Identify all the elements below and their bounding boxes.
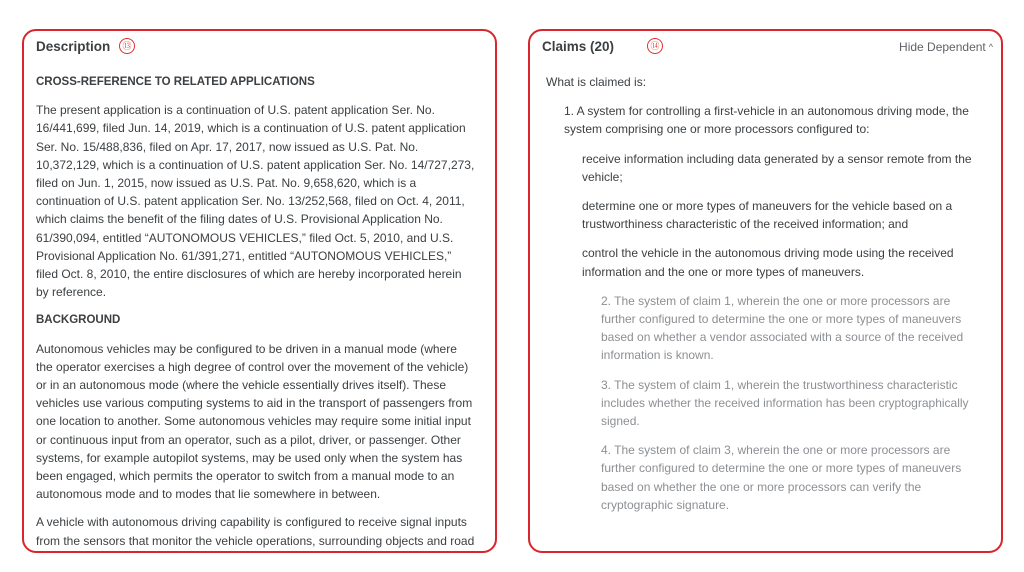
claim-4: 4. The system of claim 3, wherein the one or more processors are further configured to determine the one or more types of maneuvers based on whether the one or more processors can verify the cryptographic signature. (601, 443, 962, 512)
background-paragraph-1: Autonomous vehicles may be configured to be driven in a manual mode (where the operator exercises a high degree of control over the movement of the vehicle) or in an autonomous mode (where the vehicle essentially drives itself). These vehicles use various computing systems to aid in the transport of passengers from one location to another. Some autonomous vehicles may require some initial input or continuous input from an operator, such as a pilot, driver, or passenger. Other systems, for example autopilot systems, may be used only when the system has been engaged, which permits the operator to switch from a manual mode to an autonomous mode and to modes that lie somewhere in between. (36, 341, 473, 502)
claims-title: Claims (20) (542, 39, 615, 54)
hide-dependent-button[interactable] (899, 40, 993, 54)
chevron-up-icon: ^ (988, 42, 993, 52)
description-header (24, 38, 495, 58)
claim-1-element-2: determine one or more types of maneuvers for the vehicle based on a trustworthiness characteristic of the received information; and (582, 199, 953, 232)
description-body (36, 73, 475, 553)
cross-reference-paragraph: The present application is a continuation of U.S. patent application Ser. No. 16/441,699, filed Jun. 14, 2019, which is a continuation of U.S. patent application Ser. No. 15/488,836, filed on Apr. 17, 2017, now issued as U.S. Pat. No. 10,372,129, which is a continuation of U.S. patent application Ser. No. 14/727,273, filed on Jun. 1, 2015, now issued as U.S. Pat. No. 9,658,620, which is a continuation of U.S. patent application Ser. No. 13/252,568, filed on Oct. 4, 2011, which claims the benefit of the filing dates of U.S. Provisional Application No. 61/390,094, entitled “AUTONOMOUS VEHICLES,” filed Oct. 5, 2010, and U.S. Provisional Application No. 61/391,271, entitled “AUTONOMOUS VEHICLES,” filed Oct. 8, 2010, the entire disclosures of which are hereby incorporated herein by reference. (36, 103, 475, 300)
claim-2: 2. The system of claim 1, wherein the one or more processors are further configured to determine the one or more types of maneuvers based on whether a vendor associated with a source of the received information is known. (601, 293, 964, 363)
hide-dependent-label: Hide Dependent (899, 40, 986, 54)
annotation-marker-13: ⑬ (119, 38, 135, 54)
claims-panel (528, 29, 1003, 553)
background-paragraph-2: A vehicle with autonomous driving capability is configured to receive signal inputs from the sensors that monitor the vehicle operations, surrounding objects and road (36, 515, 475, 548)
description-panel (22, 29, 497, 553)
cross-reference-heading: CROSS-REFERENCE TO RELATED APPLICATIONS (36, 76, 315, 88)
claim-3: 3. The system of claim 1, wherein the trustworthiness characteristic includes whether the received information has been cryptographically signed. (601, 377, 969, 429)
claim-1-element-3: control the vehicle in the autonomous driving mode using the received information and the one or more types of maneuvers. (582, 246, 954, 279)
background-heading: BACKGROUND (36, 314, 121, 327)
claims-body (546, 73, 987, 525)
claim-1-element-1: receive information including data generated by a sensor remote from the vehicle; (582, 151, 972, 184)
claims-header (530, 38, 1001, 58)
annotation-marker-14: ⑭ (647, 38, 663, 54)
claims-intro: What is claimed is: (546, 75, 647, 89)
claim-1: 1. A system for controlling a first-vehicle in an autonomous driving mode, the system comprising one or more processors configured to: (564, 104, 969, 137)
description-title: Description (36, 39, 111, 54)
